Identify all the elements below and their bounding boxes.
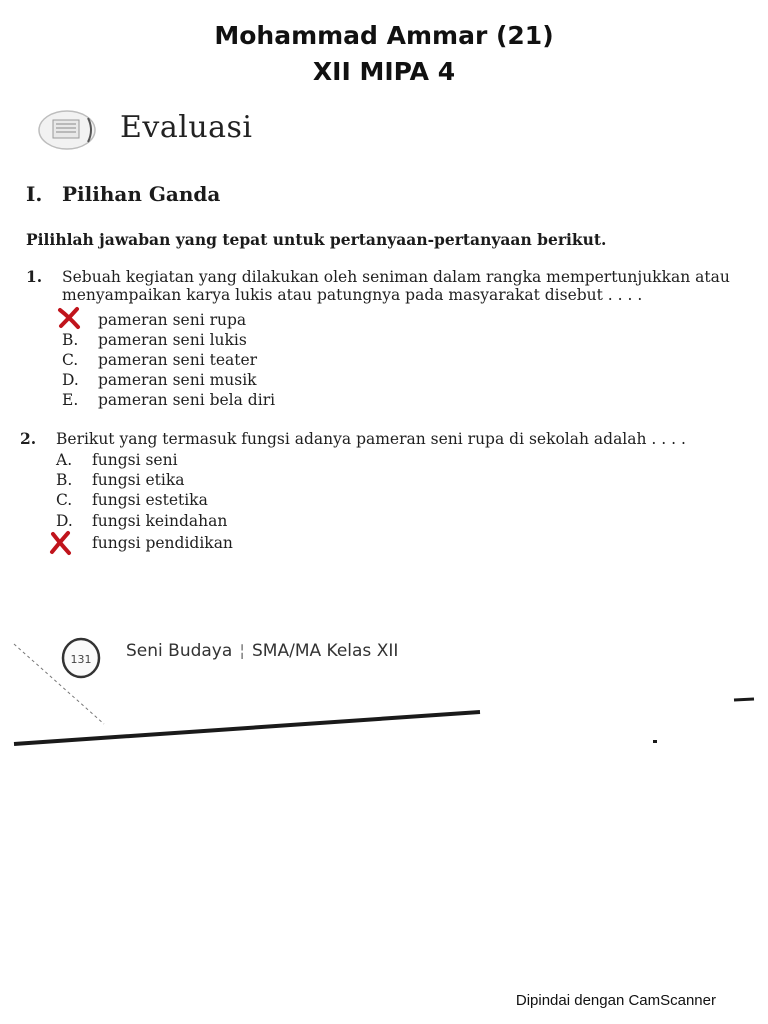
question-number: 1. — [26, 267, 43, 286]
option-letter: E. — [62, 391, 79, 409]
page-number-badge-icon — [60, 636, 102, 680]
option-text: fungsi etika — [92, 471, 185, 489]
answer-cross-mark-icon — [48, 530, 74, 556]
student-name: Mohammad Ammar (21) — [214, 21, 554, 50]
option-1a — [62, 310, 246, 330]
evaluation-book-icon — [36, 108, 98, 152]
footer-grade: SMA/MA Kelas XII — [252, 641, 399, 661]
student-class: XII MIPA 4 — [312, 57, 456, 86]
option-text: fungsi seni — [92, 451, 178, 469]
option-1c — [62, 350, 257, 370]
option-2d — [56, 511, 227, 531]
option-text: pameran seni teater — [98, 351, 258, 369]
footer-separator: ¦ — [239, 641, 246, 661]
answer-cross-mark-icon — [56, 305, 82, 331]
option-text: fungsi estetika — [92, 491, 208, 509]
section-heading — [26, 182, 220, 206]
option-text: fungsi keindahan — [92, 512, 228, 530]
option-text: pameran seni rupa — [98, 311, 247, 329]
footer-subject: Seni Budaya — [126, 641, 233, 661]
question-text: Berikut yang termasuk fungsi adanya pameran seni rupa di sekolah adalah . . . . — [56, 430, 686, 448]
option-2a — [56, 450, 178, 470]
option-text: pameran seni musik — [98, 371, 257, 389]
evaluation-title: Evaluasi — [120, 110, 253, 145]
option-letter: D. — [56, 512, 73, 530]
section-title: Pilihan Ganda — [62, 182, 221, 206]
question-number: 2. — [20, 429, 37, 448]
option-text: pameran seni lukis — [98, 331, 247, 349]
option-1d — [62, 370, 257, 390]
option-letter: C. — [62, 351, 79, 369]
section-number: I. — [26, 182, 43, 206]
page-number: 131 — [70, 653, 92, 666]
book-footer — [126, 641, 398, 661]
student-header — [0, 18, 768, 90]
option-letter: C. — [56, 491, 73, 509]
option-1b — [62, 330, 247, 350]
option-2e — [56, 533, 233, 553]
option-letter: A. — [56, 451, 73, 469]
instruction-text: Pilihlah jawaban yang tepat untuk pertanyaan-pertanyaan berikut. — [26, 230, 607, 249]
option-2b — [56, 470, 184, 490]
option-letter: B. — [56, 471, 73, 489]
option-2c — [56, 490, 208, 510]
option-1e — [62, 390, 275, 410]
question-text: Sebuah kegiatan yang dilakukan oleh seniman dalam rangka mempertunjukkan atau menyampaikan karya lukis atau patungnya pada masyarakat disebut . . . . — [62, 268, 730, 304]
option-letter: D. — [62, 371, 79, 389]
scanner-watermark: Dipindai dengan CamScanner — [515, 992, 716, 1009]
option-letter: B. — [62, 331, 79, 349]
option-text: pameran seni bela diri — [98, 391, 276, 409]
option-text: fungsi pendidikan — [92, 534, 233, 552]
